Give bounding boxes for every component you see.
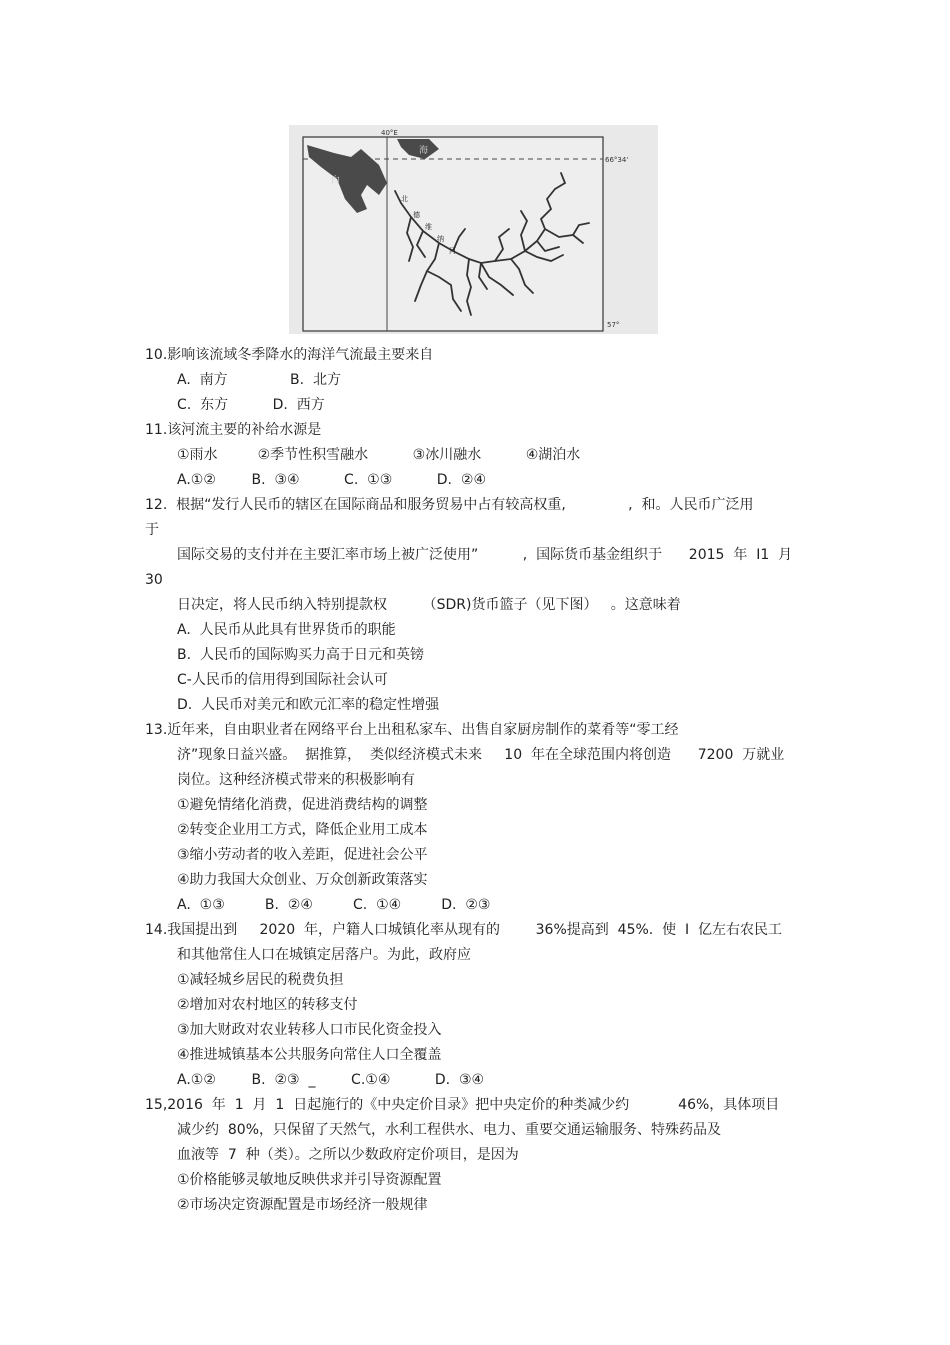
question-15-item: ①价格能够灵敏地反映供求并引导资源配置 — [177, 1172, 442, 1188]
question-14-item: ③加大财政对农业转移人口市民化资金投入 — [177, 1022, 442, 1038]
question-13-item: ②转变企业用工方式，降低企业用工成本 — [177, 822, 428, 838]
lon-label: 40°E — [381, 129, 398, 137]
question-13-item: ④助力我国大众创业、万众创新政策落实 — [177, 872, 428, 888]
question-13-stem-cont: 济”现象日益兴盛。 据推算， 类似经济模式未来 10 年在全球范围内将创造 7200 万就业 — [177, 747, 785, 763]
question-10-options-cd: C. 东方 D. 西方 — [177, 397, 325, 413]
question-15-stem-cont: 减少约 80%，只保留了天然气，水利工程供水、电力、重要交通运输服务、特殊药品及 — [177, 1122, 722, 1138]
river-label-char: 德 — [413, 211, 420, 219]
question-14-stem-cont: 和其他常住人口在城镇定居落户。为此，政府应 — [177, 947, 471, 963]
question-12-option-c: C-人民币的信用得到国际社会认可 — [177, 672, 388, 688]
question-13-item: ③缩小劳动者的收入差距，促进社会公平 — [177, 847, 428, 863]
lat-bottom-label: 57° — [607, 321, 620, 329]
river-label-char: 北 — [401, 195, 408, 203]
question-10-options-ab: A. 南方 B. 北方 — [177, 372, 341, 388]
question-14-item: ④推进城镇基本公共服务向常住人口全覆盖 — [177, 1047, 442, 1063]
sea-label: 海 — [419, 146, 429, 156]
question-12-stem-wrap: 于 — [145, 522, 159, 538]
question-13-stem: 13.近年来，自由职业者在网络平台上出租私家车、出售自家厨房制作的菜肴等“零工经 — [145, 722, 679, 738]
question-15-item: ②市场决定资源配置是市场经济一般规律 — [177, 1197, 428, 1213]
question-12-stem-end: 日决定，将人民币纳入特别提款权 （SDR)货币篮子（见下图） 。这意味着 — [177, 597, 681, 613]
question-11-choices: A.①② B. ③④ C. ①③ D. ②④ — [177, 472, 487, 488]
question-14-stem: 14.我国提出到 2020 年，户籍人口城镇化率从现有的 36%提高到 45%. 使 I 亿左右农民工 — [145, 922, 783, 938]
question-13-stem-end: 岗位。这种经济模式带来的积极影响有 — [177, 772, 415, 788]
question-12-option-d: D. 人民币对美元和欧元汇率的稳定性增强 — [177, 697, 440, 713]
river-basin-map — [289, 125, 658, 334]
question-14-item: ②增加对农村地区的转移支付 — [177, 997, 358, 1013]
question-12-stem: 12. 根据“发行人民币的辖区在国际商品和服务贸易中占有较高权重, , 和。人民币广泛用 — [145, 497, 754, 513]
question-13-item: ①避免情绪化消费，促进消费结构的调整 — [177, 797, 428, 813]
river-label-char: 维 — [425, 223, 432, 231]
question-12-stem-wrap: 30 — [145, 572, 163, 588]
question-11-stem: 11.该河流主要的补给水源是 — [145, 422, 322, 438]
question-15-stem: 15,2016 年 1 月 1 日起施行的《中央定价目录》把中央定价的种类减少约 46%，具体项目 — [145, 1097, 780, 1113]
question-14-item: ①减轻城乡居民的税费负担 — [177, 972, 344, 988]
bay-label: 白 — [331, 176, 341, 186]
question-14-choices: A.①② B. ②③ _ C.①④ D. ③④ — [177, 1072, 485, 1088]
river-label-char: 河 — [449, 247, 456, 255]
question-12-option-a: A. 人民币从此具有世界货币的职能 — [177, 622, 396, 638]
question-10-stem: 10.影响该流域冬季降水的海洋气流最主要来自 — [145, 347, 434, 363]
question-12-option-b: B. 人民币的国际购买力高于日元和英镑 — [177, 647, 424, 663]
question-15-stem-end: 血液等 7 种（类）。之所以少数政府定价项目，是因为 — [177, 1147, 519, 1163]
lat-top-label: 66°34' — [605, 156, 629, 164]
river-label-char: 纳 — [437, 235, 444, 243]
question-11-items: ①雨水 ②季节性积雪融水 ③冰川融水 ④湖泊水 — [177, 447, 581, 463]
map-figure — [289, 125, 658, 334]
question-12-stem-cont: 国际交易的支付并在主要汇率市场上被广泛使用” , 国际货币基金组织于 2015 年 I1 月 — [177, 547, 793, 563]
question-13-choices: A. ①③ B. ②④ C. ①④ D. ②③ — [177, 897, 491, 913]
